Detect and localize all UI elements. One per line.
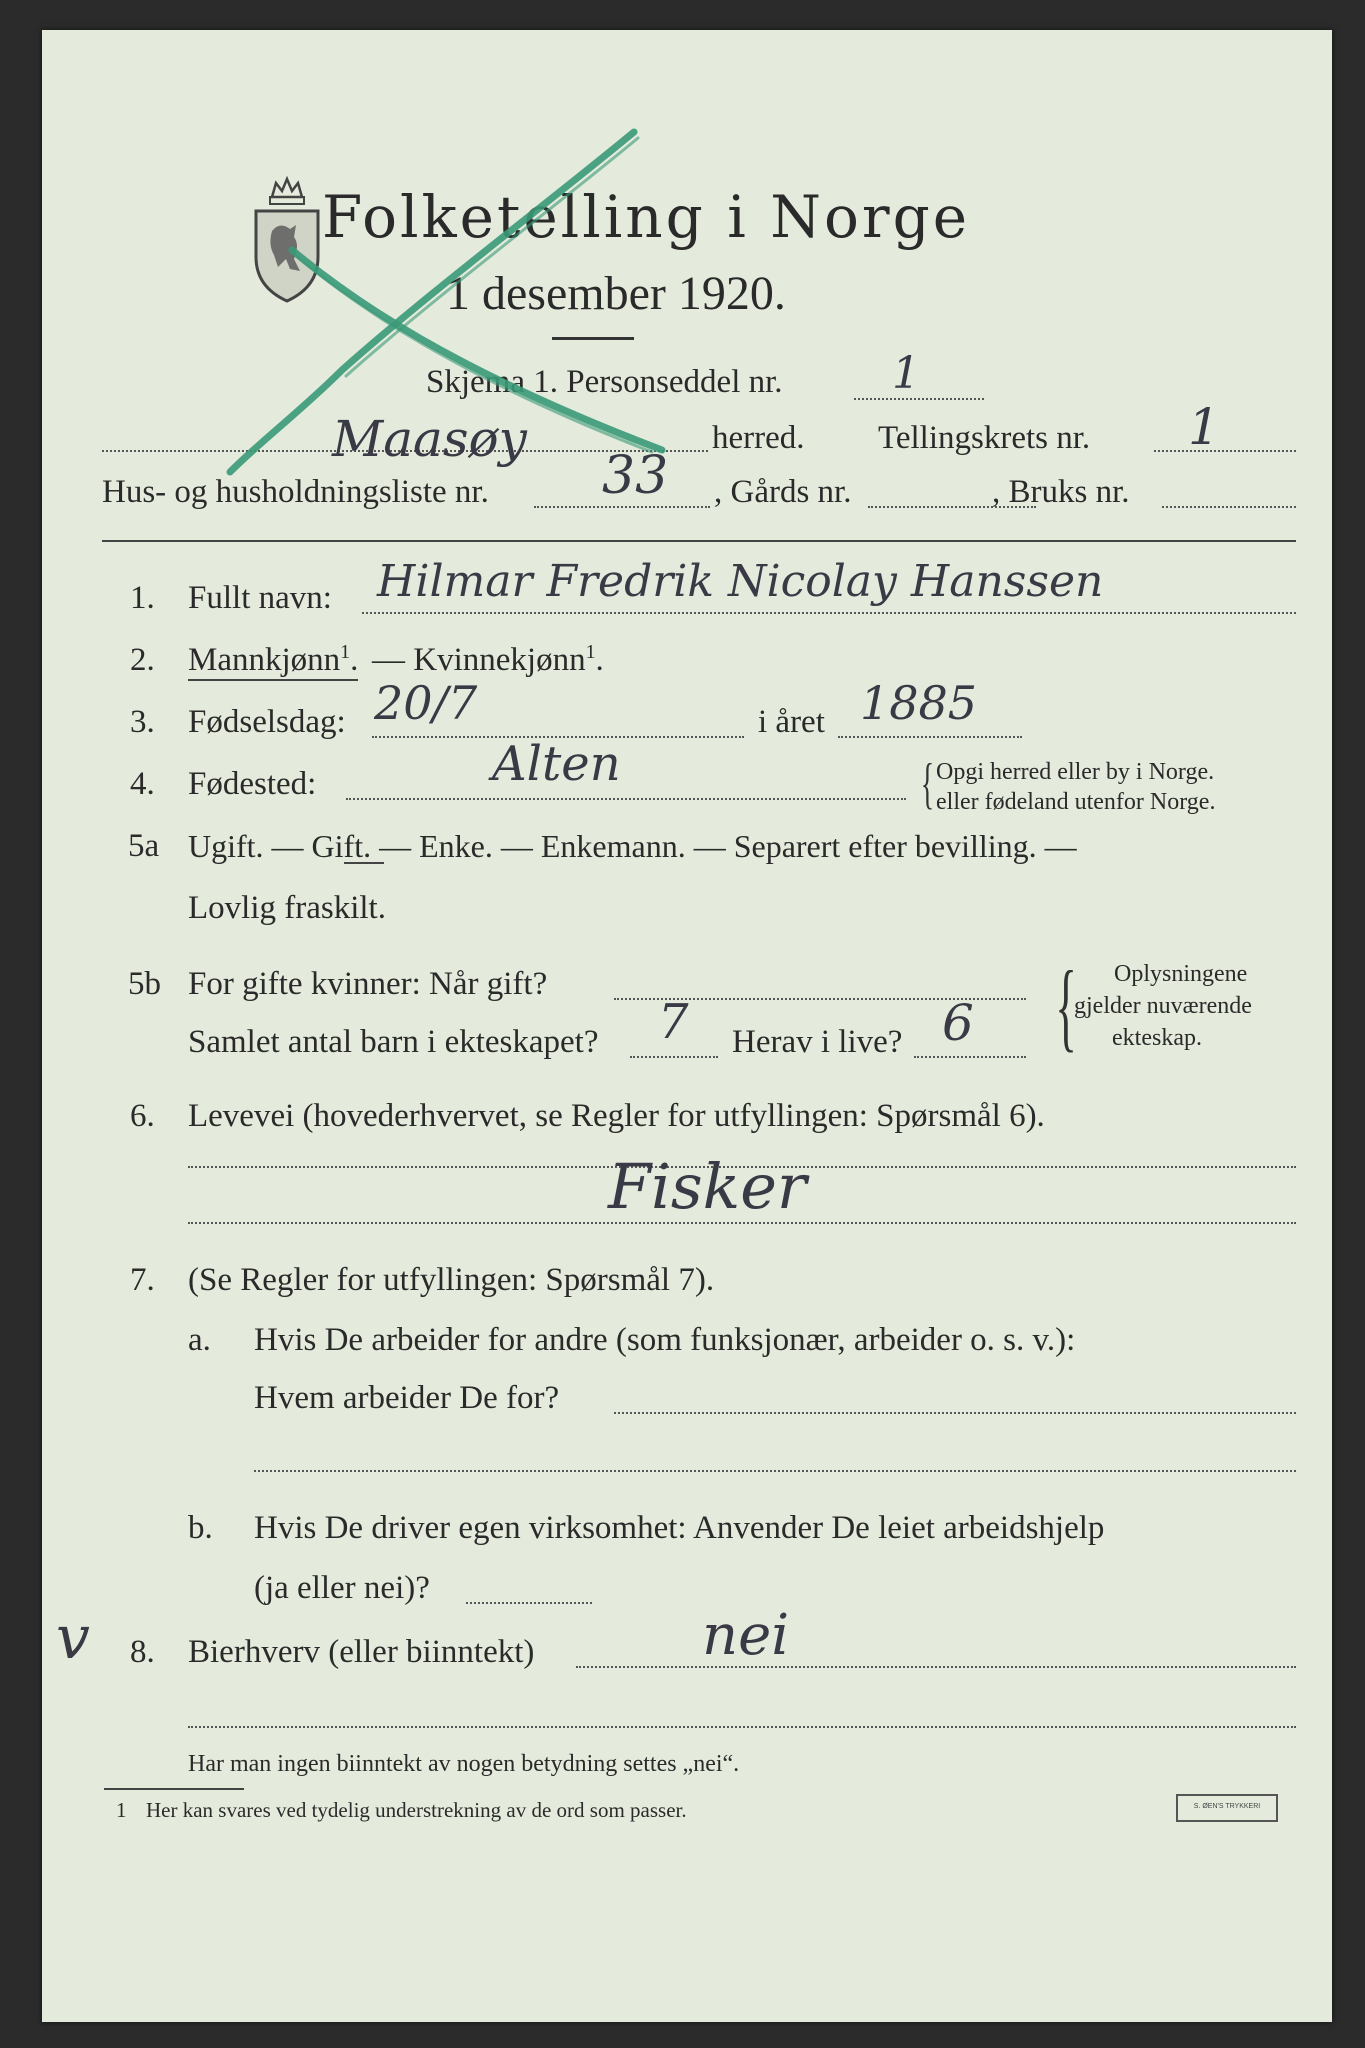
q3-number: 3. — [130, 704, 155, 740]
schema-label: Skjema 1. Personseddel nr. — [426, 364, 783, 400]
q5b-alive-line — [914, 1056, 1026, 1058]
q4-note-line1: Opgi herred eller by i Norge. — [936, 759, 1215, 785]
q4-number: 4. — [130, 766, 155, 802]
q2-male-label: Mannkjønn — [188, 642, 341, 678]
q7a-line2: Hvem arbeider De for? — [254, 1380, 560, 1416]
census-form — [42, 30, 1332, 2022]
q7a-line1: Hvis De arbeider for andre (som funksjonær, arbeider o. s. v.): — [254, 1322, 1076, 1358]
q3-value: 20/7 — [374, 676, 478, 730]
q1-number: 1. — [130, 580, 155, 616]
q2-female: — Kvinnekjønn$^1$. — [372, 641, 604, 678]
q5b-label1: For gifte kvinner: Når gift? — [188, 966, 548, 1002]
bruks-label: , Bruks nr. — [992, 474, 1130, 510]
q6-line2 — [188, 1222, 1296, 1224]
q1-line — [362, 612, 1296, 614]
q5b-children-line — [630, 1056, 718, 1058]
q5b-alive-value: 6 — [942, 994, 974, 1052]
q5a-number: 5a — [128, 828, 160, 864]
q5b-label2: Samlet antal barn i ekteskapet? — [188, 1024, 599, 1060]
q5b-alive-label: Herav i live? — [732, 1024, 903, 1060]
footnote-text: Her kan svares ved tydelig understrekning av de ord som passer. — [146, 1798, 687, 1822]
q6-value: Fisker — [608, 1150, 807, 1223]
q1-value: Hilmar Fredrik Nicolay Hanssen — [377, 556, 1104, 607]
q7-number: 7. — [130, 1262, 155, 1298]
printer-stamp — [1176, 1794, 1278, 1822]
tellingskrets-label: Tellingskrets nr. — [878, 420, 1091, 456]
q3-label: Fødselsdag: — [188, 704, 346, 740]
footnote-number: 1 — [116, 1798, 127, 1822]
q8-margin-mark: v — [56, 1603, 90, 1673]
q4-line — [346, 798, 906, 800]
q4-brace: { — [920, 753, 935, 815]
q7b-line1: Hvis De driver egen virksomhet: Anvender De leiet arbeidshjelp — [254, 1510, 1105, 1546]
q5a-gift-underline — [344, 862, 384, 864]
herred-label: herred. — [712, 420, 805, 456]
q3-year-label: i året — [758, 704, 825, 740]
q8-value: nei — [702, 1603, 790, 1668]
q4-label: Fødested: — [188, 766, 317, 802]
q7b-letter: b. — [188, 1510, 213, 1546]
hus-label: Hus- og husholdningsliste nr. — [102, 474, 489, 510]
form-date: 1 desember 1920. — [446, 267, 786, 320]
header-divider — [102, 540, 1296, 542]
green-cross-mark — [192, 120, 672, 490]
q7a-answer-line2 — [254, 1470, 1296, 1472]
person-no-value: 1 — [892, 348, 920, 399]
footnote-ref: 1 — [585, 641, 596, 663]
municipality-value: Maasøy — [332, 410, 527, 468]
q7b-line2: (ja eller nei)? — [254, 1570, 430, 1606]
hus-line — [534, 506, 710, 508]
hus-value: 33 — [602, 446, 669, 506]
q4-value: Alten — [492, 736, 621, 792]
footnote-rule — [104, 1788, 244, 1790]
tellingskrets-line — [1154, 450, 1296, 452]
q3-year-line — [838, 736, 1022, 738]
tellingskrets-value: 1 — [1188, 398, 1220, 456]
q7a-letter: a. — [188, 1322, 211, 1358]
q2-female-label: — Kvinnekjønn — [372, 642, 586, 678]
footer-note: Har man ingen biinntekt av nogen betydning settes „nei“. — [188, 1751, 740, 1777]
q5b-note2: gjelder nuværende — [1074, 993, 1252, 1019]
q8-number: 8. — [130, 1634, 155, 1670]
q6-label: Levevei (hovederhvervet, se Regler for utfyllingen: Spørsmål 6). — [188, 1098, 1045, 1134]
gards-label: , Gårds nr. — [714, 474, 852, 510]
q5b-note3: ekteskap. — [1112, 1025, 1202, 1051]
q7-label: (Se Regler for utfyllingen: Spørsmål 7). — [188, 1262, 715, 1298]
q5b-number: 5b — [128, 966, 161, 1002]
q8-line1 — [576, 1666, 1296, 1668]
footnote-ref: 1 — [340, 641, 351, 663]
q5b-note1: Oplysningene — [1114, 961, 1248, 987]
bruks-line — [1162, 506, 1296, 508]
printer-name: S. ØEN'S TRYKKERI — [1193, 1803, 1261, 1810]
q7a-answer-line1 — [614, 1412, 1296, 1414]
q2-male: Mannkjønn$^1$. — [188, 644, 358, 681]
q5a-line2: Lovlig fraskilt. — [188, 890, 386, 926]
q2-number: 2. — [130, 642, 155, 678]
form-title: Folketelling i Norge — [322, 183, 971, 251]
q6-number: 6. — [130, 1098, 155, 1134]
q5a-options: Ugift. — Gift. — Enke. — Enkemann. — Separert efter bevilling. — — [188, 828, 1077, 864]
q7b-answer-line — [466, 1602, 592, 1604]
q4-note-line2: eller fødeland utenfor Norge. — [936, 789, 1216, 815]
q8-label: Bierhverv (eller biinntekt) — [188, 1634, 535, 1670]
q1-label: Fullt navn: — [188, 580, 332, 616]
q8-line2 — [188, 1726, 1296, 1728]
q5b-children-value: 7 — [658, 994, 689, 1050]
q3-year-value: 1885 — [860, 676, 978, 730]
q5b-brace: { — [1055, 950, 1077, 1061]
